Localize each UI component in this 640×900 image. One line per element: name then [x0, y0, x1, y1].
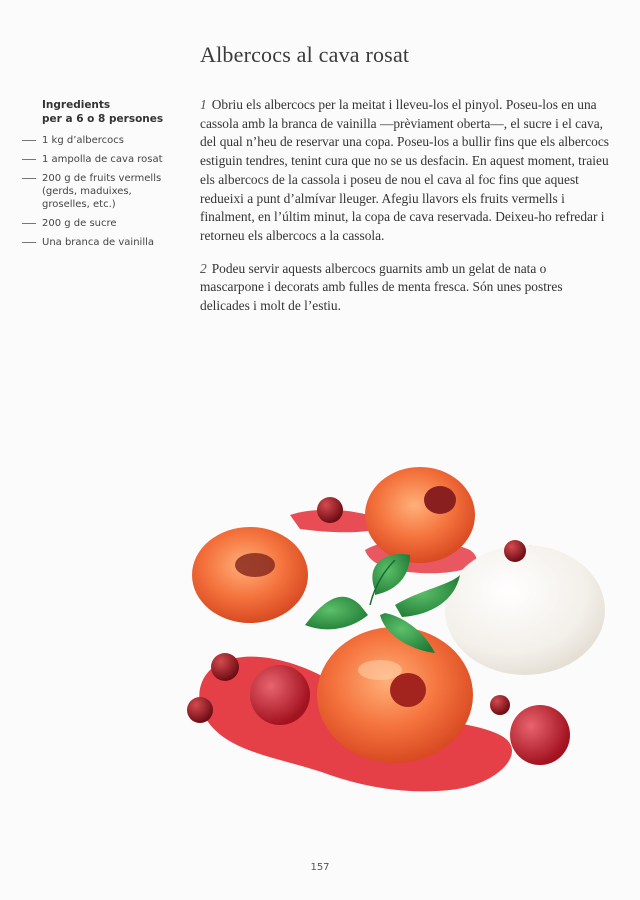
ingredient-text: Una branca de vainilla [42, 237, 154, 248]
ingredient-item [22, 217, 182, 230]
step-number: 1 [200, 97, 207, 112]
ingredient-text: 1 kg d’albercocs [42, 135, 125, 146]
dash-bullet [22, 140, 36, 141]
step-text: Obriu els albercocs per la meitat i lleveu-los el pinyol. Poseu-los en una cassola amb la branca de vainilla —prèviament oberta—, el sucre i el cava, del qual n’heu de reservar una copa. Poseu-los a bullir fins que els albercocs estiguin tendres, tenint cura que no se us desfacin. En aquest moment, traieu els albercocs de la cassola i poseu de nou el cava al foc fins que aquest redueixi a punt d’almívar lleuger. Afegiu llavors els fruits vermells i finalment, en l’últim minut, la copa de cava reservada. Deixeu-ho refredar i retorneu els albercocs a la cassola. [200, 97, 610, 243]
ingredient-item [22, 172, 182, 211]
apricot-half [192, 527, 308, 623]
ingredients-heading-title: Ingredients [42, 99, 111, 111]
dash-bullet [22, 159, 36, 160]
raspberry [250, 665, 310, 725]
ingredient-text: 200 g de fruits vermells (gerds, maduixes, groselles, etc.) [42, 173, 162, 210]
step-text: Podeu servir aquests albercocs guarnits amb un gelat de nata o mascarpone i decorats amb fulles de menta fresca. Són unes postres delicades i molt de l’estiu. [200, 260, 563, 314]
redcurrant [187, 697, 213, 723]
ingredients-heading-servings: per a 6 o 8 persones [42, 113, 164, 125]
apricot-half [365, 467, 475, 563]
ingredient-text: 200 g de sucre [42, 218, 117, 229]
ice-cream-scoop [445, 545, 605, 675]
recipe-title: Albercocs al cava rosat [200, 42, 410, 67]
step-number: 2 [200, 260, 207, 276]
dash-bullet [22, 242, 36, 243]
redcurrant [211, 653, 239, 681]
ingredients-heading [42, 98, 182, 126]
apricot-half [317, 627, 473, 763]
method-steps [200, 96, 610, 330]
dash-bullet [22, 223, 36, 224]
ingredient-item [22, 153, 182, 166]
page-number: 157 [310, 862, 330, 873]
ingredients-list [22, 134, 182, 249]
redcurrant [317, 497, 343, 523]
redcurrant [504, 540, 526, 562]
ingredient-text: 1 ampolla de cava rosat [42, 154, 163, 165]
ingredients-panel [22, 98, 182, 255]
method-step [200, 96, 610, 246]
ingredient-item [22, 236, 182, 249]
dessert-photo [170, 455, 620, 815]
method-step [200, 260, 610, 316]
raspberry [510, 705, 570, 765]
dash-bullet [22, 178, 36, 179]
redcurrant [490, 695, 510, 715]
ingredient-item [22, 134, 182, 147]
